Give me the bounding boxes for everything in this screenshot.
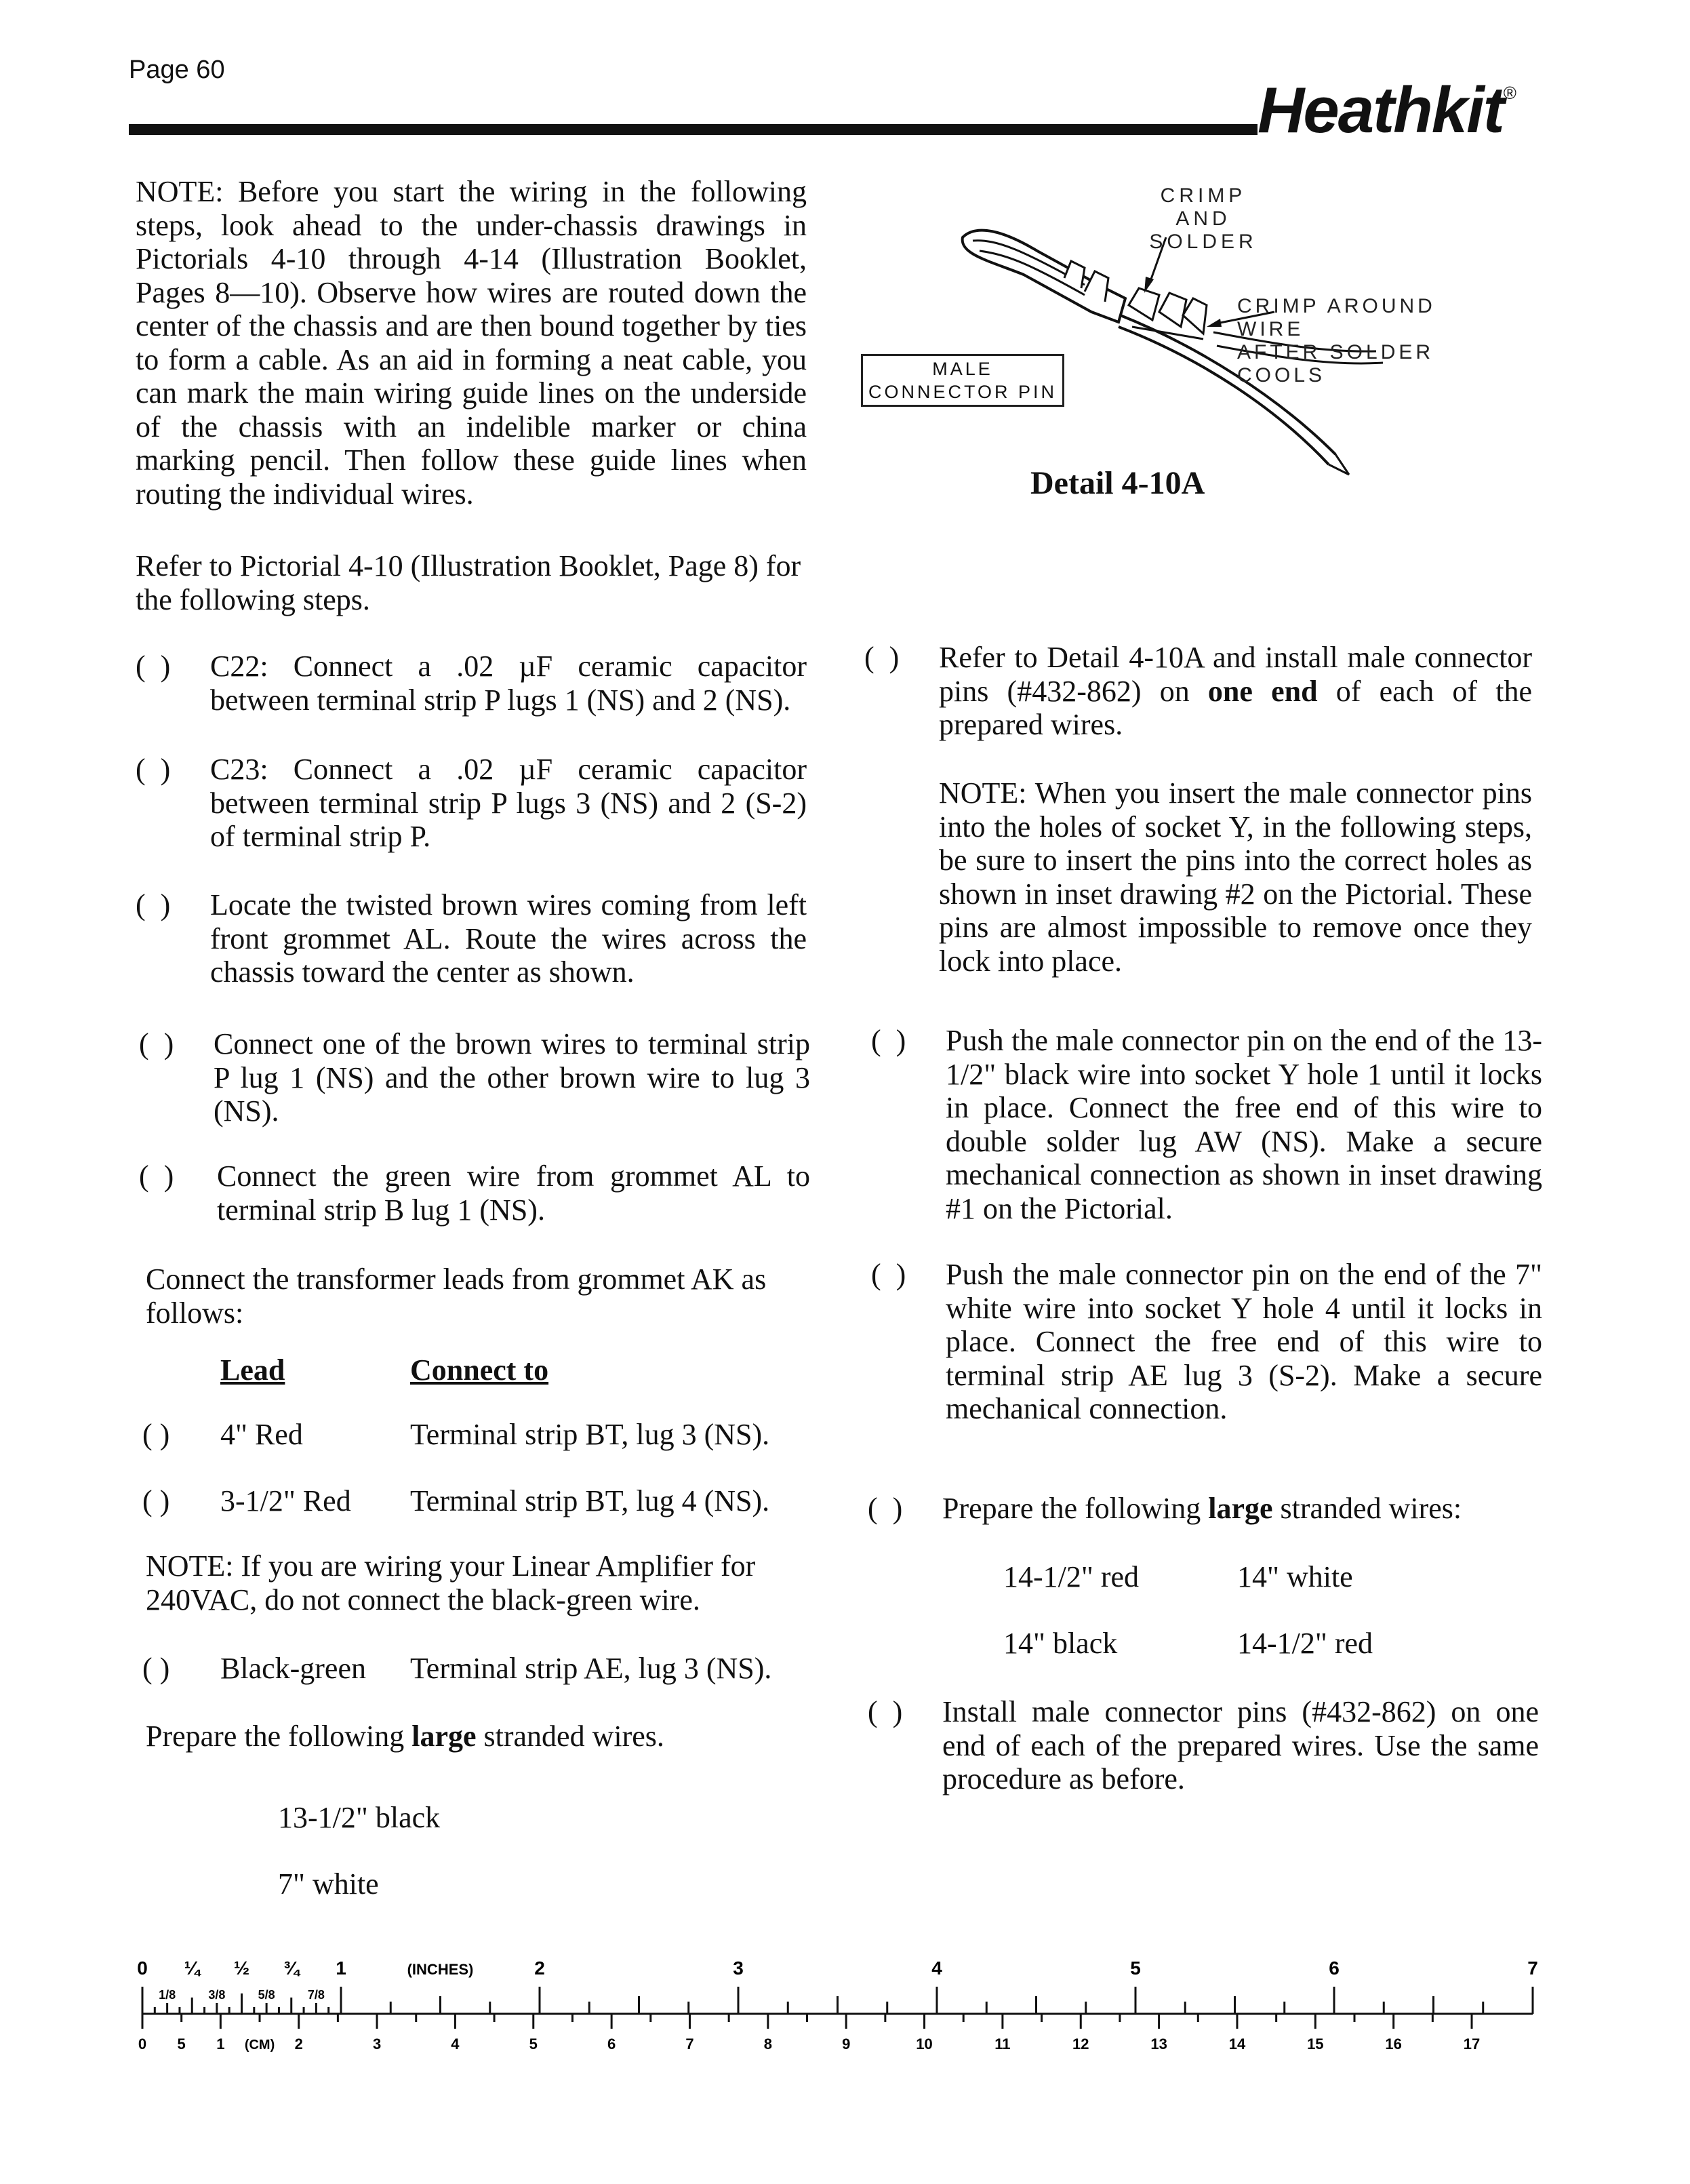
cm-label: 7 <box>685 2036 694 2052</box>
step-white-wire <box>871 1258 1556 1434</box>
inch-label: 1 <box>336 1960 346 1979</box>
connect-value: Terminal strip BT, lug 3 (NS). <box>410 1418 770 1451</box>
inch-label: 6 <box>1329 1960 1340 1979</box>
step-prepare-wires <box>868 1492 1552 1532</box>
step-install-pins-again <box>868 1695 1552 1804</box>
step-black-wire <box>871 1024 1556 1227</box>
cm-label: 16 <box>1385 2036 1402 2052</box>
prepare-left-text: Prepare the following large stranded wires. <box>146 1720 664 1753</box>
cm-label: 4 <box>451 2036 460 2052</box>
step-text: Push the male connector pin on the end of the 13-1/2" black wire into socket Y hole 1 until it locks in place. Connect the free end of this wire to double solder lug AW (NS). Make a secure mechanical connection as shown in inset drawing #1 on the Pictorial. <box>946 1024 1542 1225</box>
wire-item: 7" white <box>278 1867 379 1901</box>
step-text: Prepare the following large stranded wires: <box>942 1492 1462 1525</box>
detail-title: Detail 4-10A <box>1030 465 1205 501</box>
inch-label: 0 <box>137 1960 148 1979</box>
step-text: Push the male connector pin on the end of the 7" white wire into socket Y hole 4 until it locks in place. Connect the free end of this wire to terminal strip AE lug 3 (S-2). Make a secure mechanical connection. <box>946 1258 1542 1425</box>
inch-label: 7 <box>1527 1960 1538 1979</box>
step-text: Connect one of the brown wires to terminal strip P lug 1 (NS) and the other brown wire to lug 3 (NS). <box>214 1027 810 1128</box>
step-green-wire <box>139 1159 810 1234</box>
cm-label: 17 <box>1463 2036 1481 2052</box>
wire-item: 14-1/2" red <box>1237 1627 1373 1660</box>
transformer-intro: Connect the transformer leads from grommet AK as follows: <box>146 1263 767 1330</box>
fraction-label: 5/8 <box>258 1988 275 2002</box>
cm-label: 1 <box>216 2036 225 2052</box>
cm-label: 12 <box>1072 2036 1089 2052</box>
step-c22 <box>136 650 807 724</box>
wire-item: 14" white <box>1237 1560 1353 1593</box>
black-green-row <box>142 1651 820 1688</box>
connect-value: Terminal strip AE, lug 3 (NS). <box>410 1652 772 1685</box>
fraction-label: 7/8 <box>307 1988 325 2002</box>
wire-item: 14-1/2" red <box>1003 1560 1140 1593</box>
step-checkbox[interactable]: ( ) <box>136 650 171 683</box>
cm-label: 14 <box>1228 2036 1246 2052</box>
wire-item: 14" black <box>1003 1627 1118 1660</box>
step-brown-wires-connect <box>139 1027 810 1136</box>
lead-column-header: Lead <box>220 1353 285 1387</box>
wire-item: 13-1/2" black <box>278 1801 441 1834</box>
step-checkbox[interactable]: ( ) <box>136 753 171 786</box>
step-checkbox[interactable]: ( ) <box>139 1027 174 1060</box>
step-text: Connect the green wire from grommet AL to terminal strip B lug 1 (NS). <box>217 1159 810 1227</box>
inch-label: ½ <box>233 1960 250 1979</box>
connect-to-column-header: Connect to <box>410 1353 549 1387</box>
measurement-ruler <box>122 1960 1573 2075</box>
step-checkbox[interactable]: ( ) <box>868 1492 903 1525</box>
lead-value: 3-1/2" Red <box>220 1484 351 1517</box>
inch-label: 5 <box>1130 1960 1141 1979</box>
cm-label: 8 <box>763 2036 772 2052</box>
step-checkbox[interactable]: ( ) <box>136 888 171 921</box>
detail-illustration <box>861 176 1498 515</box>
inch-label: 2 <box>534 1960 545 1979</box>
step-text: Install male connector pins (#432-862) on one end of each of the prepared wires. Use the same procedure as before. <box>942 1695 1539 1795</box>
lead-value: Black-green <box>220 1652 366 1685</box>
header-rule <box>129 124 1258 135</box>
cm-label: 5 <box>529 2036 538 2052</box>
inch-label: 4 <box>931 1960 942 1979</box>
transformer-row <box>142 1417 820 1454</box>
step-checkbox[interactable]: ( ) <box>142 1484 170 1517</box>
crimp-and-solder-label: CRIMP AND SOLDER <box>1149 184 1258 253</box>
inch-label: 3 <box>733 1960 744 1979</box>
step-checkbox[interactable]: ( ) <box>871 1258 906 1291</box>
lead-value: 4" Red <box>220 1418 303 1451</box>
cm-label: 15 <box>1307 2036 1324 2052</box>
step-checkbox[interactable]: ( ) <box>142 1418 170 1451</box>
cm-label: 13 <box>1150 2036 1167 2052</box>
step-brown-wires-route <box>136 888 807 997</box>
step-text: Locate the twisted brown wires coming from left front grommet AL. Route the wires across the chassis toward the center as shown. <box>210 888 807 989</box>
ruler-graphic <box>122 1960 1573 2075</box>
cm-label: 9 <box>842 2036 851 2052</box>
step-checkbox[interactable]: ( ) <box>139 1159 174 1193</box>
step-checkbox[interactable]: ( ) <box>864 641 900 674</box>
step-checkbox[interactable]: ( ) <box>142 1652 170 1685</box>
step-text: C23: Connect a .02 µF ceramic capacitor between terminal strip P lugs 3 (NS) and 2 (S-2) of terminal strip P. <box>210 753 807 853</box>
cm-label: 0 <box>138 2036 147 2052</box>
transformer-row <box>142 1484 820 1521</box>
refer-text: Refer to Pictorial 4-10 (Illustration Booklet, Page 8) for the following steps. <box>136 549 801 616</box>
cm-label: (CM) <box>244 2038 275 2052</box>
page-number: Page 60 <box>129 56 225 84</box>
step-text: Refer to Detail 4-10A and install male connector pins (#432-862) on one end of each of the prepared wires. <box>939 641 1532 741</box>
fraction-label: 1/8 <box>159 1988 176 2002</box>
male-connector-pin-label: MALE CONNECTOR PIN <box>861 354 1064 407</box>
step-c23 <box>136 753 807 861</box>
intro-note: NOTE: Before you start the wiring in the following steps, look ahead to the under-chassis drawings in Pictorials 4-10 through 4-14 (Illustration Booklet, Pages 8—10). Observe how wires are routed down the center of the chassis and are then bound together by ties to form a cable. As an aid in forming a neat cable, you can mark the main wiring guide lines on the underside of the chassis with an indelible marker or china marking pencil. Then follow these guide lines when routing the individual wires. <box>136 175 807 511</box>
cm-label: 3 <box>372 2036 382 2052</box>
voltage-note: NOTE: If you are wiring your Linear Amplifier for 240VAC, do not connect the black-green wire. <box>146 1549 756 1616</box>
connect-value: Terminal strip BT, lug 4 (NS). <box>410 1484 770 1517</box>
socket-note: NOTE: When you insert the male connector pins into the holes of socket Y, in the following steps, be sure to insert the pins into the correct holes as shown in inset drawing #2 on the Pictorial. These pins are almost impossible to remove once they lock into place. <box>939 776 1532 978</box>
cm-label: 2 <box>294 2036 303 2052</box>
step-checkbox[interactable]: ( ) <box>868 1695 903 1728</box>
cm-label: 10 <box>916 2036 933 2052</box>
crimp-around-wire-label: CRIMP AROUND WIRE AFTER SOLDER COOLS <box>1237 295 1436 386</box>
brand-logo: Heathkit® <box>1258 74 1515 146</box>
step-install-pins <box>864 641 1552 749</box>
inch-label: (INCHES) <box>407 1961 474 1978</box>
fraction-label: 3/8 <box>208 1988 226 2002</box>
cm-label: 11 <box>994 2036 1011 2052</box>
step-checkbox[interactable]: ( ) <box>871 1024 906 1057</box>
step-text: C22: Connect a .02 µF ceramic capacitor between terminal strip P lugs 1 (NS) and 2 (NS). <box>210 650 807 717</box>
inch-label: ¼ <box>184 1960 200 1979</box>
cm-label: 5 <box>177 2036 186 2052</box>
inch-label: ¾ <box>283 1960 300 1979</box>
cm-label: 6 <box>607 2036 616 2052</box>
